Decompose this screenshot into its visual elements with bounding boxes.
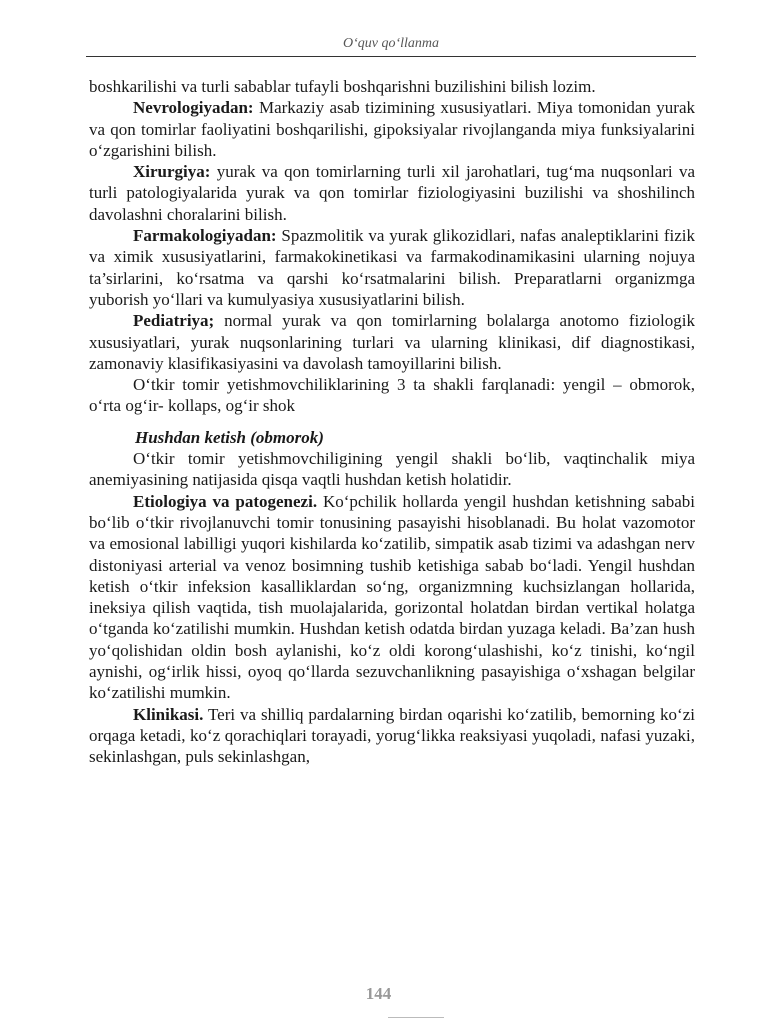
term-pharmacology: Farmakologiyadan: xyxy=(133,226,277,246)
term-clinic: Klinikasi. xyxy=(133,704,204,724)
running-header: O‘quv qo‘llanma xyxy=(342,36,440,51)
text-surgery: yurak va qon tomirlarning turli xil jarohatlari, tug‘ma nuqsonlari va turli patologiyalarida yurak va qon tomirlar fiziologiyasini buzilishi va shoshilinch davolashni choralarini bilish. xyxy=(89,162,695,224)
paragraph-etiology xyxy=(89,491,695,704)
paragraph-clinic xyxy=(89,704,695,768)
text-neurology: Markaziy asab tizimining xususiyatlari. Miya tomonidan yurak va qon tomirlar faoliyatini boshqarilishi, gipoksiyalar rivojlanganda miya funksiyalarini o‘zgarishini bilish. xyxy=(89,98,695,160)
paragraph-surgery xyxy=(89,161,695,225)
term-pediatrics: Pediatriya; xyxy=(133,311,215,331)
paragraph-pharmacology xyxy=(89,225,695,310)
paragraph-forms: O‘tkir tomir yetishmovchiliklarining 3 ta shakli farqlanadi: yengil – obmorok, o‘rta og‘ir- kollaps, og‘ir shok xyxy=(89,375,695,416)
header-rule xyxy=(86,56,696,57)
paragraph-pediatrics xyxy=(89,310,695,374)
section-title: Hushdan ketish (obmorok) xyxy=(135,427,324,447)
page-number: 144 xyxy=(365,984,392,1003)
paragraph-neurology xyxy=(89,97,695,161)
term-neurology: Nevrologiyadan: xyxy=(133,98,254,118)
term-surgery: Xirurgiya: xyxy=(133,162,211,182)
text-pharmacology: Spazmolitik va yurak glikozidlari, nafas analeptiklarini fizik va ximik xususiyatlarini, farmakokinetikasi va farmakodinamikasini ularning nojuya ta’sirlarini, ko‘rsatma va qarshi ko‘rsatmalarini bilish. Preparatlarni organizmga yuborish yo‘llari va kumulyasiya xususiyatlarini bilish. xyxy=(89,226,695,309)
term-etiology: Etiologiya va patogenezi. xyxy=(133,491,318,511)
text-pediatrics: normal yurak va qon tomirlarning bolalarga anotomo fiziologik xususiyatlari, yurak nuqsonlarining turlari va ularning klinikasi, dif diagnostikasi, zamonaviy klasifikasiyasini va davolash tamoyillarini bilish. xyxy=(89,311,695,373)
page-body xyxy=(89,76,695,768)
text-etiology: Ko‘pchilik hollarda yengil hushdan ketishning sababi bo‘lib o‘tkir rivojlanuvchi tomir tonusining pasayishi hisoblanadi. Bu holat vazomotor va emosional labilligi yuqori kishilarda ko‘zatilib, simpatik asab tizimi va adashgan nerv distoniyasi arterial va venoz bosimning tushib ketishiga sabab bo‘ladi. Yengil hushdan ketish o‘tkir infeksion kasalliklardan so‘ng, organizmning kuchsizlangan hollarida, ineksiya qilish vaqtida, tish muolajalarida, gorizontal holatdan birdan vertikal holatga o‘tganda ko‘zatilishi mumkin. Hushdan ketish odatda birdan yuzaga keladi. Ba’zan hush yo‘qolishidan oldin bosh aylanishi, ko‘z oldi korong‘ulashishi, ko‘z tinishi, ko‘ngil aynishi, og‘irlik hissi, oyoq qo‘llarda sezuvchanlikning pasayishiga o‘xshagan belgilar ko‘zatilishi mumkin. xyxy=(89,491,695,703)
paragraph-definition: O‘tkir tomir yetishmovchiligining yengil shakli bo‘lib, vaqtinchalik miya anemiyasining natijasida qisqa vaqtli hushdan ketish holatidir. xyxy=(89,449,695,490)
text-clinic: Teri va shilliq pardalarning birdan oqarishi ko‘zatilib, bemorning ko‘zi orqaga ketadi, ko‘z qorachiqlari torayadi, yorug‘likka reaksiyasi yuqoladi, nafasi yuzaki, sekinlashgan, puls sekinlashgan, xyxy=(89,704,695,767)
paragraph-1: boshkarilishi va turli sabablar tufayli boshqarishni buzilishini bilish lozim. xyxy=(89,77,596,96)
footer-mark xyxy=(388,1017,444,1018)
